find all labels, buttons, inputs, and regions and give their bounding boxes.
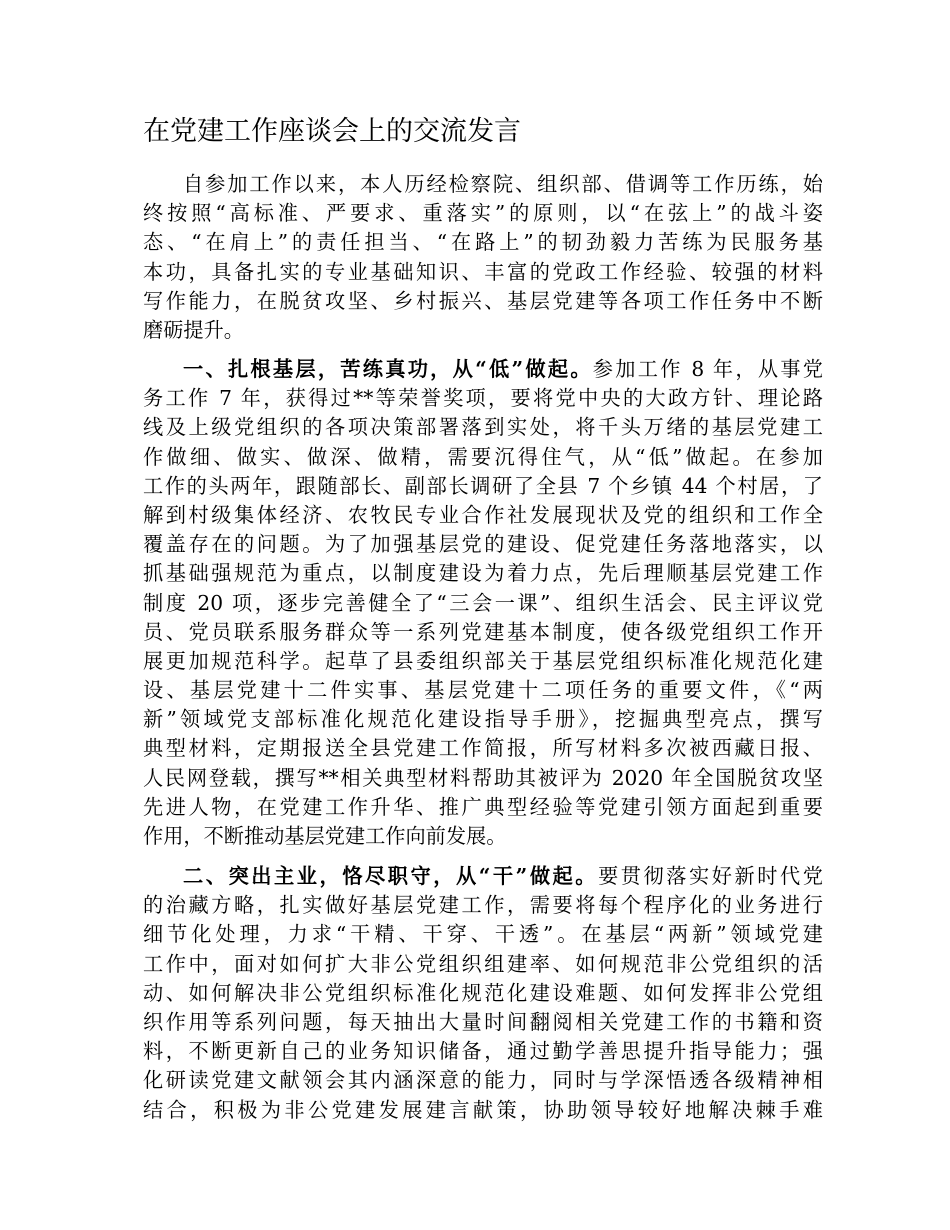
section-first-line-text: 要贯彻落实好新时代党	[598, 864, 823, 888]
text-line: 典型材料，定期报送全县党建工作简报，所写材料多次被西藏日报、	[143, 736, 823, 761]
text-line: 抓基础强规范为重点，以制度建设为着力点，先后理顺基层党建工作	[143, 561, 823, 586]
text-line: 先进人物，在党建工作升华、推广典型经验等党建引领方面起到重要	[143, 794, 823, 819]
text-line: 磨砺提升。	[143, 317, 244, 342]
text-line: 线及上级党组织的各项决策部署落到实处，将千头万绪的基层党建工	[143, 415, 823, 440]
paragraph-section-2	[143, 862, 823, 1125]
text-line: 新”领域党支部标准化规范化建设指导手册》，挖掘典型亮点，撰写	[143, 707, 823, 732]
section-first-line-text: 参加工作 8 年，从事党	[592, 357, 823, 381]
paragraph-first-line	[143, 355, 823, 384]
section-heading: 一、扎根基层，苦练真功，从“低”做起。	[183, 357, 593, 381]
text-line: 料，不断更新自己的业务知识储备，通过勤学善思提升指导能力；强	[143, 1039, 823, 1064]
text-line: 人民网登载，撰写**相关典型材料帮助其被评为 2020 年全国脱贫攻坚	[143, 765, 823, 790]
text-line: 覆盖存在的问题。为了加强基层党的建设、促党建任务落地落实，以	[143, 532, 823, 557]
text-line: 员、党员联系服务群众等一系列党建基本制度，使各级党组织工作开	[143, 619, 823, 644]
text-line: 制度 20 项，逐步完善健全了“三会一课”、组织生活会、民主评议党	[143, 590, 823, 615]
text-line: 结合，积极为非公党建发展建言献策，协助领导较好地解决棘手难	[143, 1097, 823, 1122]
text-line: 终按照“高标准、严要求、重落实”的原则，以“在弦上”的战斗姿	[143, 201, 823, 226]
text-line: 作用，不断推动基层党建工作向前发展。	[143, 824, 507, 848]
text-line: 工作中，面对如何扩大非公党组织组建率、如何规范非公党组织的活	[143, 951, 823, 976]
text-line: 本功，具备扎实的专业基础知识、丰富的党政工作经验、较强的材料	[143, 259, 823, 284]
text-line: 作做细、做实、做深、做精，需要沉得住气，从“低”做起。在参加	[143, 444, 823, 469]
text-line: 设、基层党建十二件实事、基层党建十二项任务的重要文件，《“两	[143, 678, 823, 703]
text-line: 自参加工作以来，本人历经检察院、组织部、借调等工作历练，始	[183, 172, 823, 196]
paragraph-intro	[143, 170, 823, 345]
text-line: 解到村级集体经济、农牧民专业合作社发展现状及党的组织和工作全	[143, 502, 823, 527]
section-heading: 二、突出主业，恪尽职守，从“干”做起。	[183, 864, 599, 888]
text-line: 化研读党建文献领会其内涵深意的能力，同时与学深悟透各级精神相	[143, 1068, 823, 1093]
paragraph-section-1	[143, 355, 823, 851]
document-title: 在党建工作座谈会上的交流发言	[143, 116, 521, 147]
paragraph-first-line	[143, 862, 823, 891]
text-line: 织作用等系列问题，每天抽出大量时间翻阅相关党建工作的书籍和资	[143, 1009, 823, 1034]
text-line: 工作的头两年，跟随部长、副部长调研了全县 7 个乡镇 44 个村居，了	[143, 473, 823, 498]
text-line: 动、如何解决非公党组织标准化规范化建设难题、如何发挥非公党组	[143, 980, 823, 1005]
text-line: 态、“在肩上”的责任担当、“在路上”的韧劲毅力苦练为民服务基	[143, 230, 823, 255]
text-line: 写作能力，在脱贫攻坚、乡村振兴、基层党建等各项工作任务中不断	[143, 288, 823, 313]
text-line: 的治藏方略，扎实做好基层党建工作，需要将每个程序化的业务进行	[143, 893, 823, 918]
text-line: 务工作 7 年，获得过**等荣誉奖项，要将党中央的大政方针、理论路	[143, 386, 823, 411]
text-line: 展更加规范科学。起草了县委组织部关于基层党组织标准化规范化建	[143, 648, 823, 673]
text-line: 细节化处理，力求“干精、干穿、干透”。在基层“两新”领域党建	[143, 922, 823, 947]
